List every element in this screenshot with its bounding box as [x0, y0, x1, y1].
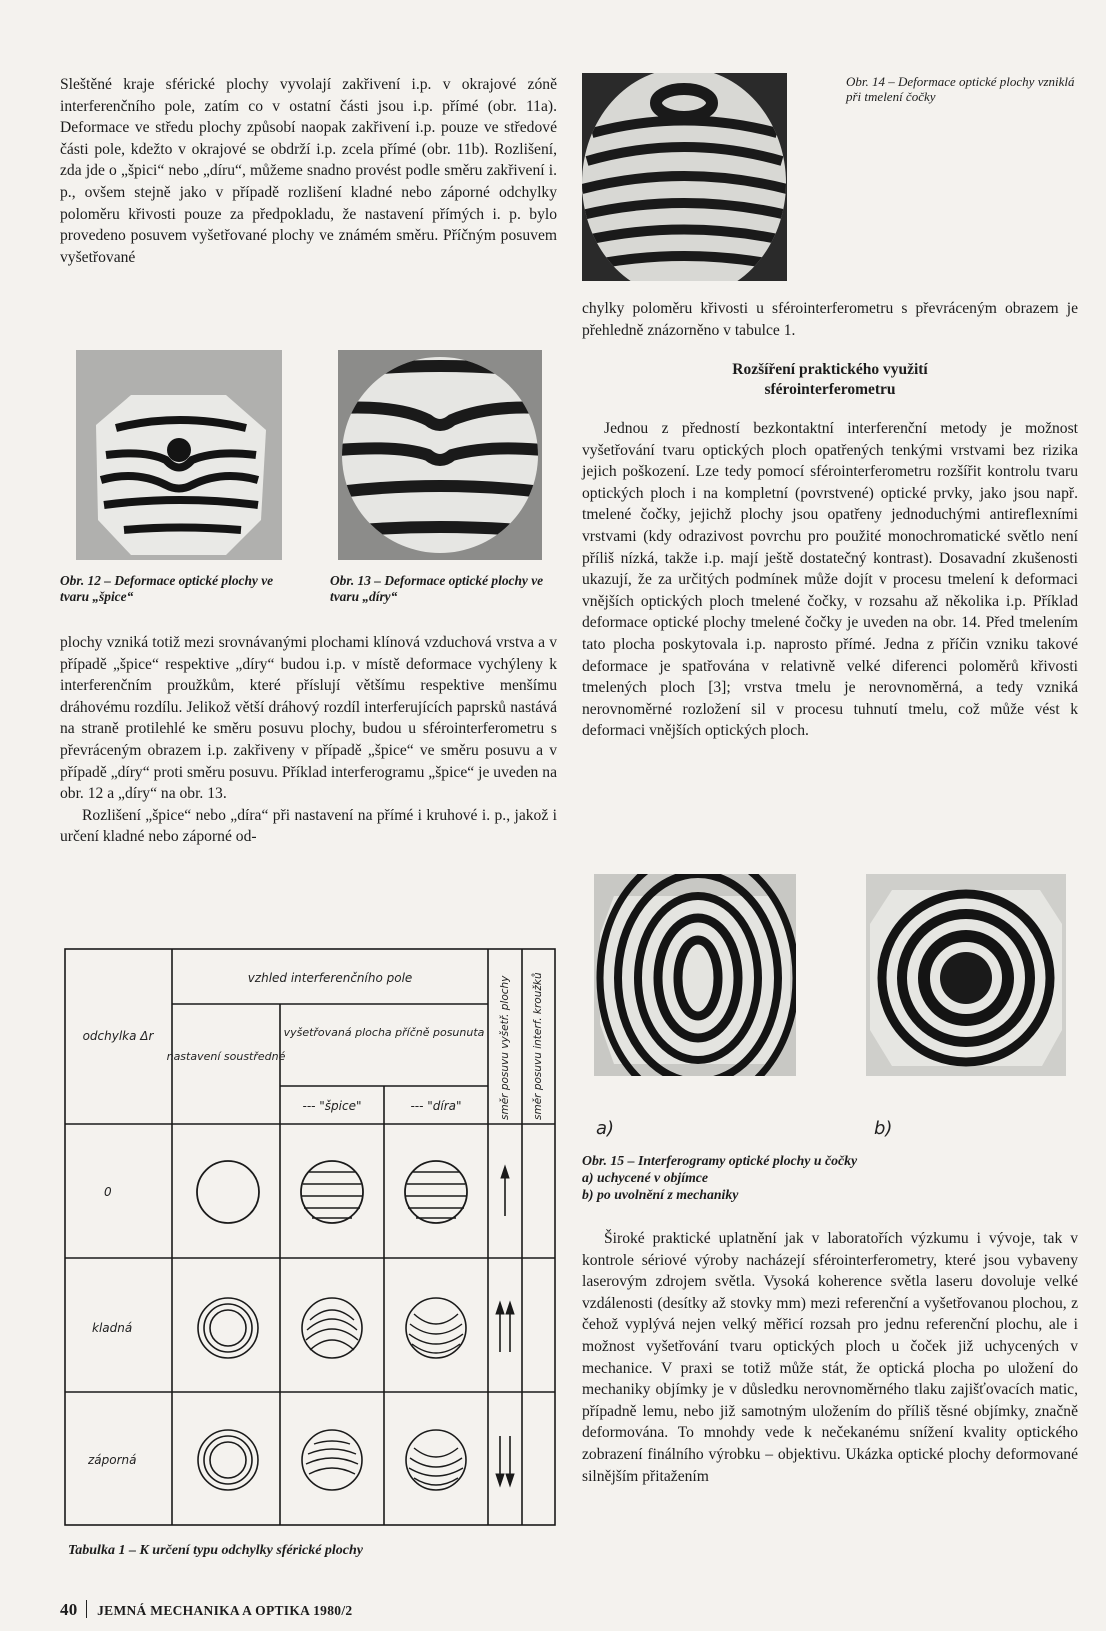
section-heading: Rozšíření praktického využití sférointerferometru [732, 361, 928, 398]
table-head-view: vzhled interferenčního pole [247, 971, 413, 985]
fig15a-label: a) [596, 1118, 615, 1139]
fig15b-image [866, 874, 1066, 1076]
right-paragraph-1: chylky poloměru křivosti u sférointerferometru s převráceným obrazem je přehledně znázorněno v tabulce 1. [582, 300, 1078, 339]
table-caption: Tabulka 1 – K určení typu odchylky sférické plochy [68, 1543, 364, 1558]
table-head-deviation: odchylka Δr [82, 1029, 154, 1043]
table-head-shifted: vyšetřovaná plocha příčně posunuta [283, 1026, 485, 1039]
journal-name: JEMNÁ MECHANIKA A OPTIKA 1980/2 [97, 1603, 353, 1618]
table-row-label-zero: 0 [104, 1185, 112, 1199]
table-head-hole: --- "díra" [410, 1099, 462, 1113]
fig13-image [338, 350, 542, 560]
table-row-label-positive: kladná [92, 1321, 133, 1335]
fig12-image [76, 350, 282, 560]
table-row-negative-symbols [198, 1430, 514, 1490]
page-number: 40 [60, 1600, 78, 1619]
page-footer [60, 1600, 352, 1620]
table-row-positive-symbols [198, 1298, 514, 1358]
table-row-label-negative: záporná [88, 1453, 137, 1467]
table-head-dir-fringes: směr posuvu interf. kroužků [532, 972, 544, 1120]
right-paragraph-2: Jednou z předností bezkontaktní interferenční metody je možnost vyšetřování tvaru optických ploch opatřených tenkými vrstvami bez rizika jejich poškození. Lze tedy pomocí sférointerferometru rozšířit kontrolu tvaru optických ploch i na kompletní (povrstvené) optické prvky, jako jsou např. tmelené čočky, jejichž plochy jsou opatřeny jednoduchými antireflexními vrstvami (kdy odrazivost povrchu pro použité monochromatické světlo není příliš nízká, takže i.p. mají ještě dostatečný kontrast). Dosavadní zkušenosti ukazují, že za určitých podmínek může dojít v procesu tmelení k deformaci vnějších optických ploch tmelené čočky, v rozsahu až několika i.p. Příklad deformace optické plochy tmelené čočky je uveden na obr. 14. Před tmelením tato plocha poskytovala i.p. naprosto přímé. Jedna z příčin vzniku takové deformace je spatřována v relativně velké diferenci poloměrů křivosti tmelených ploch [3]; vrstva tmelu je nerovnoměrná, a tedy vzniká nerovnoměrné rozložení sil v procesu tuhnutí tmelu, což může vést k deformaci vnějších optických ploch. [582, 420, 1078, 740]
table-1 [64, 948, 556, 1526]
right-paragraph-3: Široké praktické uplatnění jak v laboratořích výzkumu i vývoje, tak v kontrole sériové výroby nacházejí sférointerferometry, které jsou vybaveny laserovým zdrojem světla. Vysoká koherence světla laseru dovoluje velké vzdálenosti (desítky až stovky mm) mezi referenční a vyšetřovanou plochou, z čehož vyplývá nejen velký měřicí rozsah pro jednu referenční plochu, ale i možnost vyšetřování tvaru optických ploch u čoček již uchycených v mechanice. V praxi se totiž může stát, že optická plocha po uložení do mechaniky objímky je v důsledku nerovnoměrného tlaku zajišťovacích matic, případně lemu, nebo již samotným uložením do příliš těsné objímky, značně deformována. To mnohdy vede k nečekanému snížení kvality optického zobrazení finálního výrobku – objektivu. Ukázka optické plochy deformované silnějším přitažením [582, 1230, 1078, 1485]
table-head-dir-surface: směr posuvu vyšetř. plochy [499, 975, 511, 1120]
fig13-interferogram [338, 350, 542, 560]
fig15b-label: b) [874, 1118, 893, 1139]
fig12-interferogram [76, 350, 282, 560]
left-paragraph-1: Sleštěné kraje sférické plochy vyvolají zakřivení i.p. v okrajové zóně interferenčního pole, zatím co v ostatní části jsou i.p. přímé (obr. 11a). Deformace ve středu plochy způsobí naopak zakřivení i.p. pouze ve středové části pole, kdežto v okrajové se obdrží i.p. zcela přímé (obr. 11b). Rozlišení, zda jde o „špici“ nebo „díru“, můžeme snadno provést podle směru zakřivení i. p., ovšem stejně jako v případě rozlišení kladné nebo záporné odchylky poloměru křivosti pouze za předpokladu, že nastavení přímých i. p. bylo provedeno posuvem vyšetřované plochy ve známém směru. Příčným posuvem vyšetřované [60, 76, 557, 266]
fig15b-interferogram [866, 874, 1066, 1076]
fig15a-image [594, 874, 796, 1076]
fig14-caption: Obr. 14 – Deformace optické plochy vzniklá při tmelení čočky [846, 74, 1075, 104]
table-row-zero-symbols [197, 1161, 509, 1223]
fig15a-interferogram [594, 874, 796, 1076]
fig14-interferogram [582, 73, 787, 281]
fig14-image [582, 73, 787, 281]
left-paragraph-3: Rozlišení „špice“ nebo „díra“ při nastavení na přímé i kruhové i. p., jakož i určení kladné nebo záporné od- [60, 806, 557, 846]
table-head-concentric: nastavení soustředné [166, 1050, 286, 1063]
left-paragraph-2: plochy vzniká totiž mezi srovnávanými plochami klínová vzduchová vrstva a v případě „špice“ respektive „díry“ budou i.p. v místě deformace vychýleny k interferenčním proužkům, které příslují většímu respektive menšímu dráhovému rozdílu. Jelikož větší dráhový rozdíl interferujících paprsků nastává na straně protilehlé ke směru posuvu plochy, budou u sférointerferometru s převráceným obrazem i.p. zakřiveny v případě „špice“ ve směru posuvu a v případě „díry“ proti směru posuvu. Příklad interferogramu „špice“ je uveden na obr. 12 a „díry“ na obr. 13. Rozlišení „špice“ nebo „díra“ při nastavení na přímé i kruhové i. p., jakož i určení kladné nebo záporné od- [60, 632, 557, 848]
table-head-spike: --- "špice" [302, 1099, 362, 1113]
fig12-caption: Obr. 12 – Deformace optické plochy ve tvaru „špice“ [60, 573, 274, 604]
fig15-caption: Obr. 15 – Interferogramy optické plochy u čočky a) uchycené v objímce b) po uvolnění z mechaniky [582, 1153, 858, 1202]
fig13-caption: Obr. 13 – Deformace optické plochy ve tvaru „díry“ [330, 573, 544, 604]
footer-divider [86, 1600, 88, 1618]
